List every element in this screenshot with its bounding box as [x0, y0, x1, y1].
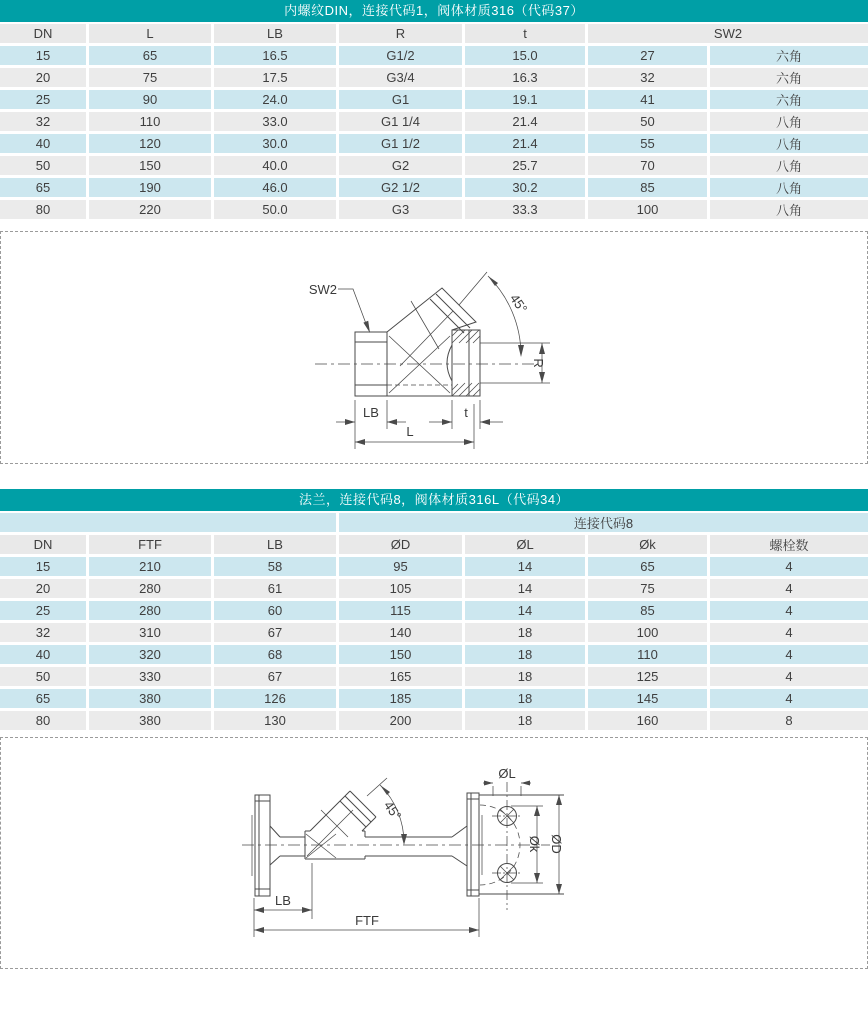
- table1-header-row: [0, 24, 868, 46]
- table-cell: 八角: [710, 134, 868, 156]
- table-cell: 25.7: [465, 156, 588, 178]
- table-cell: 4: [710, 601, 868, 623]
- table-cell: 85: [588, 178, 710, 200]
- table-cell: 90: [89, 90, 214, 112]
- table-cell: 190: [89, 178, 214, 200]
- table2-span-header-row: [0, 513, 868, 535]
- table-cell: 100: [588, 623, 710, 645]
- subheader-empty-cell: [0, 513, 339, 535]
- table-cell: 150: [339, 645, 465, 667]
- table-cell: 30.0: [214, 134, 339, 156]
- valve-branch: [310, 791, 376, 831]
- table-cell: 65: [0, 689, 89, 711]
- dim-label-od: ØD: [549, 834, 564, 854]
- dim-label-ok: Øk: [527, 835, 542, 853]
- table-cell: 120: [89, 134, 214, 156]
- left-flange: [255, 795, 270, 896]
- table-cell: 58: [214, 557, 339, 579]
- table-cell: 19.1: [465, 90, 588, 112]
- table-cell: 8: [710, 711, 868, 733]
- table-row: [0, 46, 868, 68]
- table-cell: 105: [339, 579, 465, 601]
- flanged-valve-drawing: [1, 738, 861, 968]
- table-cell: 60: [214, 601, 339, 623]
- table-cell: 185: [339, 689, 465, 711]
- col-header-ftf: FTF: [89, 535, 214, 557]
- table-cell: 310: [89, 623, 214, 645]
- table-cell: 115: [339, 601, 465, 623]
- col-header-od: ØD: [339, 535, 465, 557]
- table-cell: 160: [588, 711, 710, 733]
- table-row: [0, 711, 868, 733]
- table-row: [0, 178, 868, 200]
- table-row: [0, 90, 868, 112]
- dim-label-lb: LB: [363, 405, 379, 420]
- col-header-lb: LB: [214, 24, 339, 46]
- table-cell: 14: [465, 579, 588, 601]
- table-cell: 4: [710, 557, 868, 579]
- table-cell: 33.3: [465, 200, 588, 222]
- table-cell: 18: [465, 667, 588, 689]
- table-cell: 75: [89, 68, 214, 90]
- col-header-lb: LB: [214, 535, 339, 557]
- table-cell: 24.0: [214, 90, 339, 112]
- table-cell: 61: [214, 579, 339, 601]
- table-cell: 46.0: [214, 178, 339, 200]
- table-cell: 50: [0, 156, 89, 178]
- col-header-ok: Øk: [588, 535, 710, 557]
- table-cell: 20: [0, 579, 89, 601]
- table-cell: 110: [588, 645, 710, 667]
- table-cell: 25: [0, 90, 89, 112]
- table-cell: 140: [339, 623, 465, 645]
- table-cell: 六角: [710, 46, 868, 68]
- dim-label-lb: LB: [275, 893, 291, 908]
- col-header-r: R: [339, 24, 465, 46]
- table-cell: 40: [0, 645, 89, 667]
- table-cell: 220: [89, 200, 214, 222]
- table-cell: 八角: [710, 156, 868, 178]
- table-cell: G1/2: [339, 46, 465, 68]
- table-cell: 130: [214, 711, 339, 733]
- table-cell: 50: [588, 112, 710, 134]
- table2-header-row: [0, 535, 868, 557]
- table-cell: 126: [214, 689, 339, 711]
- table-cell: 65: [588, 557, 710, 579]
- table-cell: 65: [0, 178, 89, 200]
- dim-label-angle: 45°: [380, 798, 405, 823]
- col-header-dn: DN: [0, 535, 89, 557]
- table-cell: 14: [465, 601, 588, 623]
- table-cell: 4: [710, 667, 868, 689]
- table-row: [0, 667, 868, 689]
- table-cell: 85: [588, 601, 710, 623]
- table-row: [0, 689, 868, 711]
- dim-label-l: L: [406, 424, 414, 439]
- spec-table-threaded: [0, 24, 868, 222]
- table-cell: 八角: [710, 112, 868, 134]
- table-cell: 40.0: [214, 156, 339, 178]
- table-cell: 125: [588, 667, 710, 689]
- diagram-box-threaded: [0, 231, 868, 464]
- col-header-bolts: 螺栓数: [710, 535, 868, 557]
- table-cell: G1 1/2: [339, 134, 465, 156]
- table-cell: 40: [0, 134, 89, 156]
- table1-title-bar: 内螺纹DIN，连接代码1，阀体材质316（代码37）: [0, 0, 868, 22]
- table-row: [0, 134, 868, 156]
- table-cell: 18: [465, 711, 588, 733]
- table-cell: 4: [710, 645, 868, 667]
- table-row: [0, 68, 868, 90]
- table-cell: 4: [710, 623, 868, 645]
- diagram-box-flanged: [0, 737, 868, 969]
- table-cell: 55: [588, 134, 710, 156]
- table-cell: 21.4: [465, 112, 588, 134]
- table-row: [0, 156, 868, 178]
- table-cell: 75: [588, 579, 710, 601]
- table-row: [0, 579, 868, 601]
- table-cell: 33.0: [214, 112, 339, 134]
- table-cell: G3: [339, 200, 465, 222]
- table-cell: 200: [339, 711, 465, 733]
- table-row: [0, 645, 868, 667]
- table1-body: [0, 46, 868, 222]
- table-cell: 八角: [710, 178, 868, 200]
- table-cell: 80: [0, 711, 89, 733]
- table-cell: 50: [0, 667, 89, 689]
- dim-label-r: R: [531, 358, 546, 368]
- table-cell: 41: [588, 90, 710, 112]
- dim-label-angle: 45°: [506, 291, 531, 316]
- table-cell: 67: [214, 623, 339, 645]
- col-header-l: L: [89, 24, 214, 46]
- table-cell: 18: [465, 689, 588, 711]
- dim-label-sw2: SW2: [308, 282, 337, 297]
- table-cell: 280: [89, 579, 214, 601]
- right-flange: [467, 793, 479, 896]
- table-cell: 145: [588, 689, 710, 711]
- table-cell: G3/4: [339, 68, 465, 90]
- spec-table-flanged: [0, 513, 868, 733]
- dim-label-ftf: FTF: [355, 913, 379, 928]
- table-cell: 68: [214, 645, 339, 667]
- threaded-valve-drawing: [1, 232, 861, 463]
- table-cell: G2 1/2: [339, 178, 465, 200]
- table-row: [0, 200, 868, 222]
- table-cell: 32: [0, 623, 89, 645]
- table-cell: 15.0: [465, 46, 588, 68]
- table-cell: 65: [89, 46, 214, 68]
- col-header-t: t: [465, 24, 588, 46]
- table-cell: 95: [339, 557, 465, 579]
- table-cell: 67: [214, 667, 339, 689]
- table-cell: G1 1/4: [339, 112, 465, 134]
- valve-branch: [387, 288, 476, 332]
- table-cell: 150: [89, 156, 214, 178]
- dim-label-ol: ØL: [498, 766, 516, 781]
- table-row: [0, 557, 868, 579]
- table-row: [0, 601, 868, 623]
- dim-label-t: t: [464, 405, 468, 420]
- table-cell: 六角: [710, 68, 868, 90]
- table-cell: G2: [339, 156, 465, 178]
- table-cell: 15: [0, 557, 89, 579]
- table-row: [0, 112, 868, 134]
- table-cell: 50.0: [214, 200, 339, 222]
- table2-title-bar: 法兰，连接代码8，阀体材质316L（代码34）: [0, 489, 868, 511]
- table-cell: 4: [710, 579, 868, 601]
- table-cell: G1: [339, 90, 465, 112]
- table-cell: 32: [0, 112, 89, 134]
- table-cell: 27: [588, 46, 710, 68]
- table-cell: 100: [588, 200, 710, 222]
- table-cell: 4: [710, 689, 868, 711]
- sw2-leader: [338, 289, 368, 329]
- table-cell: 18: [465, 623, 588, 645]
- table-cell: 110: [89, 112, 214, 134]
- table-cell: 17.5: [214, 68, 339, 90]
- table-cell: 15: [0, 46, 89, 68]
- table-cell: 20: [0, 68, 89, 90]
- table-cell: 30.2: [465, 178, 588, 200]
- col-header-dn: DN: [0, 24, 89, 46]
- table-cell: 八角: [710, 200, 868, 222]
- table-cell: 21.4: [465, 134, 588, 156]
- table-cell: 165: [339, 667, 465, 689]
- table-cell: 14: [465, 557, 588, 579]
- table-cell: 16.3: [465, 68, 588, 90]
- table-cell: 25: [0, 601, 89, 623]
- table2-body: [0, 557, 868, 733]
- table-cell: 70: [588, 156, 710, 178]
- col-header-ol: ØL: [465, 535, 588, 557]
- table-cell: 32: [588, 68, 710, 90]
- table-cell: 210: [89, 557, 214, 579]
- table-cell: 16.5: [214, 46, 339, 68]
- table-cell: 280: [89, 601, 214, 623]
- table-cell: 18: [465, 645, 588, 667]
- subheader-connection-code: 连接代码8: [339, 513, 868, 535]
- table-row: [0, 623, 868, 645]
- table-cell: 380: [89, 689, 214, 711]
- table-cell: 六角: [710, 90, 868, 112]
- table-cell: 380: [89, 711, 214, 733]
- table-cell: 320: [89, 645, 214, 667]
- table-cell: 80: [0, 200, 89, 222]
- col-header-sw2: SW2: [588, 24, 868, 46]
- table-cell: 330: [89, 667, 214, 689]
